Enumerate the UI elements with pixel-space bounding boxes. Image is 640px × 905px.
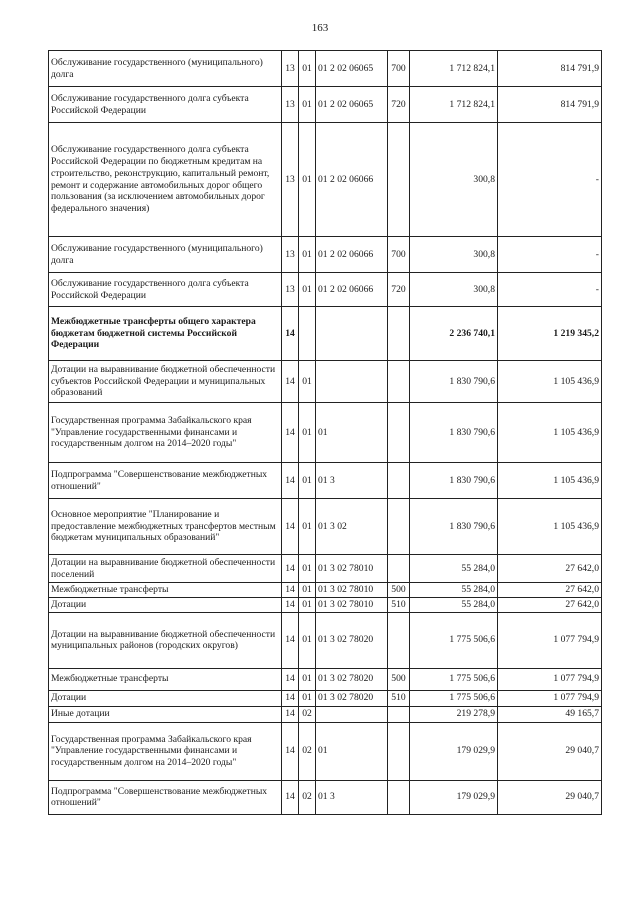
executed-amount: 814 791,9 [498,51,602,87]
target-article-code: 01 2 02 06065 [316,87,388,123]
executed-amount: 1 105 436,9 [498,361,602,403]
target-article-code: 01 3 02 78010 [316,598,388,613]
table-row [49,690,602,706]
item-name: Дотации на выравнивание бюджетной обеспеченности поселений [49,555,282,583]
expense-type-code [388,722,410,780]
podrazdel-code: 01 [299,123,316,237]
planned-amount: 2 236 740,1 [410,307,498,361]
target-article-code [316,361,388,403]
target-article-code: 01 3 02 78010 [316,555,388,583]
table-row [49,463,602,499]
razdel-code: 14 [282,722,299,780]
target-article-code: 01 3 02 78010 [316,583,388,598]
planned-amount: 1 830 790,6 [410,463,498,499]
expense-type-code [388,499,410,555]
razdel-code: 14 [282,307,299,361]
executed-amount: 27 642,0 [498,598,602,613]
table-row [49,361,602,403]
podrazdel-code: 02 [299,706,316,722]
planned-amount: 179 029,9 [410,780,498,814]
target-article-code: 01 3 02 78020 [316,690,388,706]
executed-amount: 1 219 345,2 [498,307,602,361]
target-article-code: 01 2 02 06066 [316,273,388,307]
target-article-code: 01 [316,722,388,780]
target-article-code [316,307,388,361]
target-article-code: 01 [316,403,388,463]
item-name: Государственная программа Забайкальского края "Управление государственными финансами и государственным долгом на 2014–2020 годы" [49,722,282,780]
budget-table [48,50,602,815]
target-article-code: 01 2 02 06065 [316,51,388,87]
razdel-code: 14 [282,403,299,463]
podrazdel-code: 02 [299,780,316,814]
podrazdel-code: 02 [299,722,316,780]
table-row [49,123,602,237]
item-name: Дотации на выравнивание бюджетной обеспеченности муниципальных районов (городских округов) [49,612,282,668]
executed-amount: 1 077 794,9 [498,668,602,690]
razdel-code: 14 [282,555,299,583]
razdel-code: 13 [282,51,299,87]
razdel-code: 13 [282,237,299,273]
item-name: Межбюджетные трансферты [49,583,282,598]
expense-type-code: 510 [388,690,410,706]
item-name: Основное мероприятие "Планирование и предоставление межбюджетных трансфертов местным бюджетам муниципальных образований" [49,499,282,555]
expense-type-code: 500 [388,668,410,690]
table-row [49,668,602,690]
expense-type-code [388,555,410,583]
executed-amount: - [498,123,602,237]
item-name: Обслуживание государственного долга субъекта Российской Федерации по бюджетным кредитам на строительство, реконструкцию, капитальный ремонт, ремонт и содержание автомобильных дорог общего пользования (за исключением автомобильных дорог федерального значения) [49,123,282,237]
planned-amount: 300,8 [410,273,498,307]
expense-type-code [388,706,410,722]
podrazdel-code: 01 [299,51,316,87]
expense-type-code: 720 [388,87,410,123]
target-article-code: 01 2 02 06066 [316,123,388,237]
executed-amount: 814 791,9 [498,87,602,123]
podrazdel-code: 01 [299,583,316,598]
expense-type-code [388,612,410,668]
planned-amount: 1 712 824,1 [410,87,498,123]
executed-amount: 1 077 794,9 [498,690,602,706]
planned-amount: 55 284,0 [410,583,498,598]
table-row [49,237,602,273]
planned-amount: 300,8 [410,237,498,273]
razdel-code: 14 [282,706,299,722]
target-article-code: 01 3 [316,780,388,814]
planned-amount: 55 284,0 [410,555,498,583]
podrazdel-code: 01 [299,403,316,463]
planned-amount: 219 278,9 [410,706,498,722]
expense-type-code [388,780,410,814]
razdel-code: 14 [282,598,299,613]
razdel-code: 13 [282,123,299,237]
executed-amount: 1 077 794,9 [498,612,602,668]
table-row [49,307,602,361]
podrazdel-code: 01 [299,273,316,307]
expense-type-code [388,361,410,403]
table-row [49,598,602,613]
item-name: Обслуживание государственного (муниципального) долга [49,51,282,87]
item-name: Подпрограмма "Совершенствование межбюджетных отношений" [49,463,282,499]
planned-amount: 1 830 790,6 [410,499,498,555]
table-row [49,87,602,123]
item-name: Иные дотации [49,706,282,722]
executed-amount: 29 040,7 [498,780,602,814]
executed-amount: - [498,273,602,307]
podrazdel-code: 01 [299,361,316,403]
planned-amount: 300,8 [410,123,498,237]
razdel-code: 14 [282,583,299,598]
podrazdel-code: 01 [299,690,316,706]
planned-amount: 179 029,9 [410,722,498,780]
planned-amount: 1 775 506,6 [410,668,498,690]
item-name: Межбюджетные трансферты [49,668,282,690]
item-name: Обслуживание государственного (муниципального) долга [49,237,282,273]
expense-type-code [388,463,410,499]
executed-amount: 27 642,0 [498,555,602,583]
item-name: Дотации на выравнивание бюджетной обеспеченности субъектов Российской Федерации и муниципальных образований [49,361,282,403]
table-row [49,780,602,814]
razdel-code: 14 [282,668,299,690]
planned-amount: 1 830 790,6 [410,361,498,403]
expense-type-code [388,403,410,463]
expense-type-code [388,123,410,237]
expense-type-code: 700 [388,51,410,87]
podrazdel-code: 01 [299,237,316,273]
expense-type-code: 720 [388,273,410,307]
table-row [49,583,602,598]
razdel-code: 13 [282,273,299,307]
item-name: Межбюджетные трансферты общего характера бюджетам бюджетной системы Российской Федерации [49,307,282,361]
target-article-code: 01 2 02 06066 [316,237,388,273]
planned-amount: 1 712 824,1 [410,51,498,87]
podrazdel-code: 01 [299,87,316,123]
table-row [49,51,602,87]
razdel-code: 14 [282,499,299,555]
executed-amount: 49 165,7 [498,706,602,722]
target-article-code: 01 3 02 [316,499,388,555]
planned-amount: 1 830 790,6 [410,403,498,463]
planned-amount: 1 775 506,6 [410,690,498,706]
target-article-code: 01 3 02 78020 [316,668,388,690]
table-row [49,403,602,463]
razdel-code: 14 [282,463,299,499]
page-number: 163 [311,22,329,34]
podrazdel-code: 01 [299,598,316,613]
podrazdel-code [299,307,316,361]
expense-type-code: 510 [388,598,410,613]
item-name: Подпрограмма "Совершенствование межбюджетных отношений" [49,780,282,814]
item-name: Государственная программа Забайкальского края "Управление государственными финансами и государственным долгом на 2014–2020 годы" [49,403,282,463]
item-name: Дотации [49,690,282,706]
table-row [49,722,602,780]
podrazdel-code: 01 [299,668,316,690]
razdel-code: 14 [282,780,299,814]
table-row [49,499,602,555]
razdel-code: 13 [282,87,299,123]
planned-amount: 55 284,0 [410,598,498,613]
executed-amount: 1 105 436,9 [498,463,602,499]
planned-amount: 1 775 506,6 [410,612,498,668]
table-body [49,51,602,815]
executed-amount: 1 105 436,9 [498,403,602,463]
expense-type-code: 500 [388,583,410,598]
executed-amount: 29 040,7 [498,722,602,780]
executed-amount: 27 642,0 [498,583,602,598]
item-name: Дотации [49,598,282,613]
executed-amount: 1 105 436,9 [498,499,602,555]
razdel-code: 14 [282,361,299,403]
podrazdel-code: 01 [299,499,316,555]
item-name: Обслуживание государственного долга субъекта Российской Федерации [49,273,282,307]
expense-type-code: 700 [388,237,410,273]
table-row [49,612,602,668]
razdel-code: 14 [282,690,299,706]
table-row [49,555,602,583]
expense-type-code [388,307,410,361]
target-article-code [316,706,388,722]
razdel-code: 14 [282,612,299,668]
podrazdel-code: 01 [299,463,316,499]
podrazdel-code: 01 [299,612,316,668]
target-article-code: 01 3 [316,463,388,499]
item-name: Обслуживание государственного долга субъекта Российской Федерации [49,87,282,123]
table-row [49,273,602,307]
target-article-code: 01 3 02 78020 [316,612,388,668]
podrazdel-code: 01 [299,555,316,583]
table-row [49,706,602,722]
executed-amount: - [498,237,602,273]
